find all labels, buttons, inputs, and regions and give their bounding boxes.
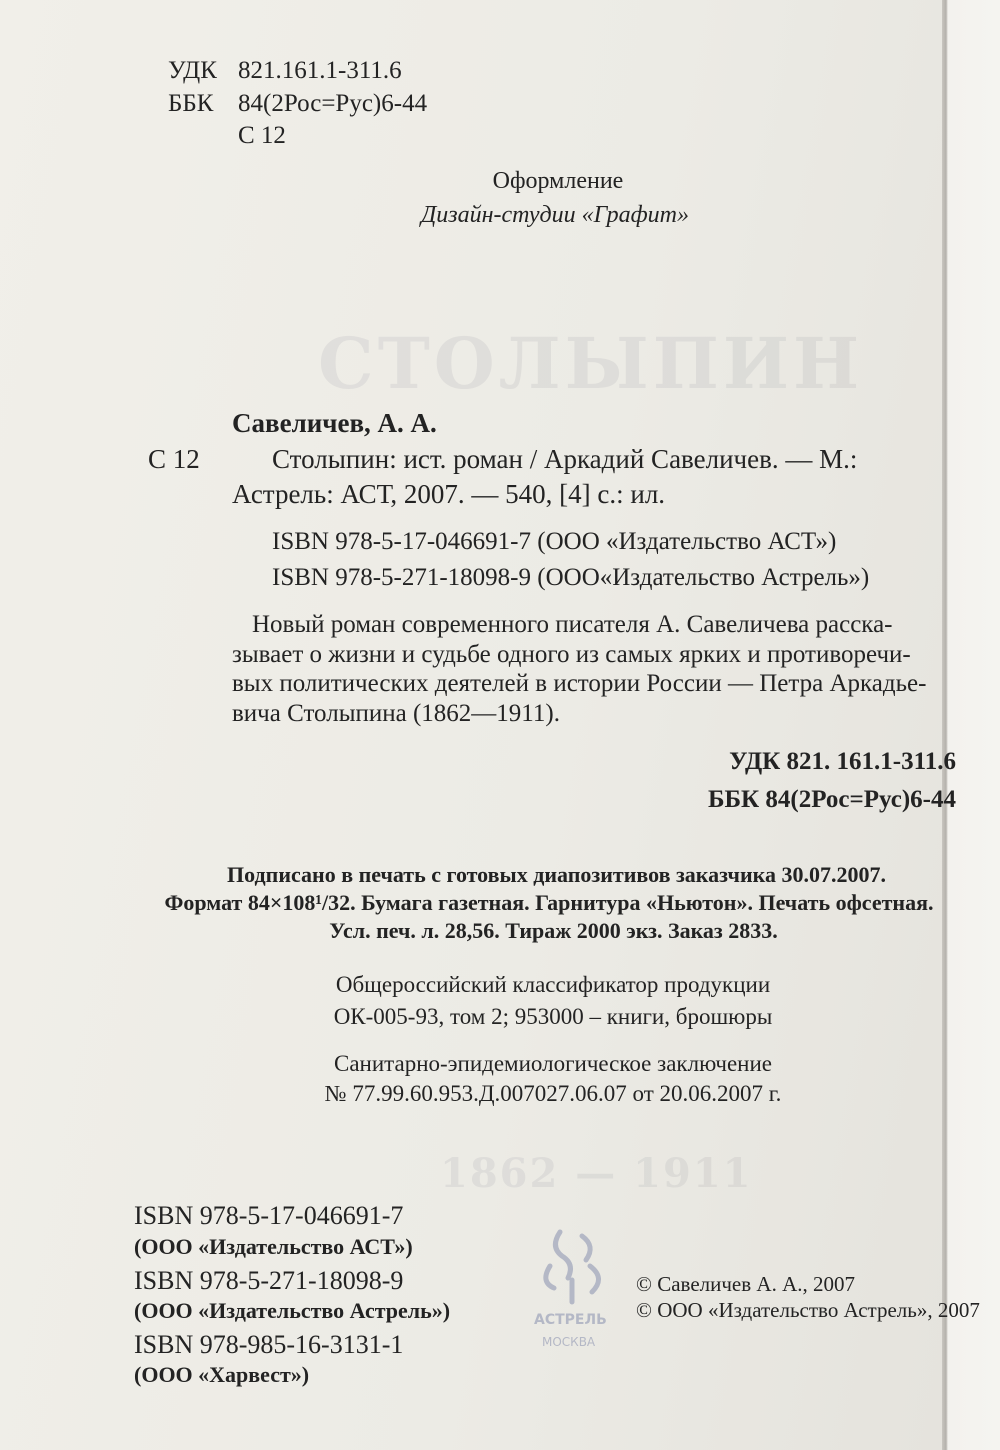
- bib-isbn-astrel: ISBN 978-5-271-18098-9 (ООО«Издательство Астрель»): [272, 564, 870, 591]
- annotation-line: вича Столыпина (1862—1911).: [232, 699, 560, 727]
- logo-name: АСТРЕЛЬ: [534, 1312, 607, 1328]
- logo-city: МОСКВА: [542, 1335, 596, 1349]
- author-code: С 12: [238, 122, 286, 149]
- classifier-title: Общероссийский классификатор продукции: [335, 972, 771, 997]
- show-through-years: 1862 — 1911: [440, 1150, 753, 1197]
- copyright-publisher: © ООО «Издательство Астрель», 2007: [636, 1298, 980, 1322]
- isbn-astrel: ISBN 978-5-271-18098-9: [134, 1266, 404, 1295]
- sanitary-number: № 77.99.60.953.Д.007027.06.07 от 20.06.2007 г.: [324, 1081, 782, 1106]
- udk-value: 821.161.1-311.6: [238, 57, 402, 84]
- show-through-title: СТОЛЫПИН: [318, 322, 864, 405]
- annotation: [232, 610, 956, 728]
- sanitary-title: Санитарно-эпидемиологическое заключение: [333, 1051, 772, 1076]
- bib-title-line: Столыпин: ист. роман / Аркадий Савеличев. — М.:: [272, 444, 858, 474]
- isbn-astrel-publisher: (ООО «Издательство Астрель»): [134, 1298, 451, 1323]
- isbn-ast: ISBN 978-5-17-046691-7: [134, 1201, 404, 1230]
- bib-publisher-line: Астрель: АСТ, 2007. — 540, [4] с.: ил.: [232, 479, 666, 509]
- bbk-value: 84(2Рос=Рус)6-44: [238, 90, 428, 117]
- author-heading: Савеличев, А. А.: [232, 408, 437, 438]
- isbn-ast-publisher: (ООО «Издательство АСТ»): [134, 1234, 413, 1259]
- udk-right: УДК 821. 161.1-311.6: [729, 748, 956, 775]
- annotation-line: Новый роман современного писателя А. Савеличева расска-: [252, 611, 893, 638]
- isbn-harvest: ISBN 978-985-16-3131-1: [134, 1330, 404, 1359]
- design-credit-studio: Дизайн-студии «Графит»: [421, 202, 689, 228]
- bbk-right: ББК 84(2Рос=Рус)6-44: [708, 786, 956, 813]
- udk-label: УДК: [168, 57, 217, 84]
- bib-isbn-ast: ISBN 978-5-17-046691-7 (ООО «Издательство АСТ»): [272, 528, 837, 555]
- print-signed-line: Подписано в печать с готовых диапозитивов заказчика 30.07.2007.: [227, 862, 886, 887]
- astrel-logo-icon: [520, 1222, 630, 1382]
- annotation-line: вых политических деятелей в истории России — Петра Аркадье-: [232, 670, 927, 697]
- classifier-code: ОК-005-93, том 2; 953000 – книги, брошюры: [333, 1004, 773, 1029]
- bbk-label: ББК: [168, 90, 214, 117]
- design-credit-label: Оформление: [492, 168, 624, 194]
- copyright-author: © Савеличев А. А., 2007: [636, 1272, 855, 1296]
- print-format-line: Формат 84×108¹/32. Бумага газетная. Гарнитура «Ньютон». Печать офсетная.: [164, 890, 934, 915]
- annotation-line: зывает о жизни и судьбе одного из самых ярких и противоречи-: [232, 640, 911, 668]
- bib-code: С 12: [148, 444, 200, 474]
- isbn-harvest-publisher: (ООО «Харвест»): [134, 1362, 310, 1387]
- print-run-line: Усл. печ. л. 28,56. Тираж 2000 экз. Заказ 2833.: [329, 918, 778, 943]
